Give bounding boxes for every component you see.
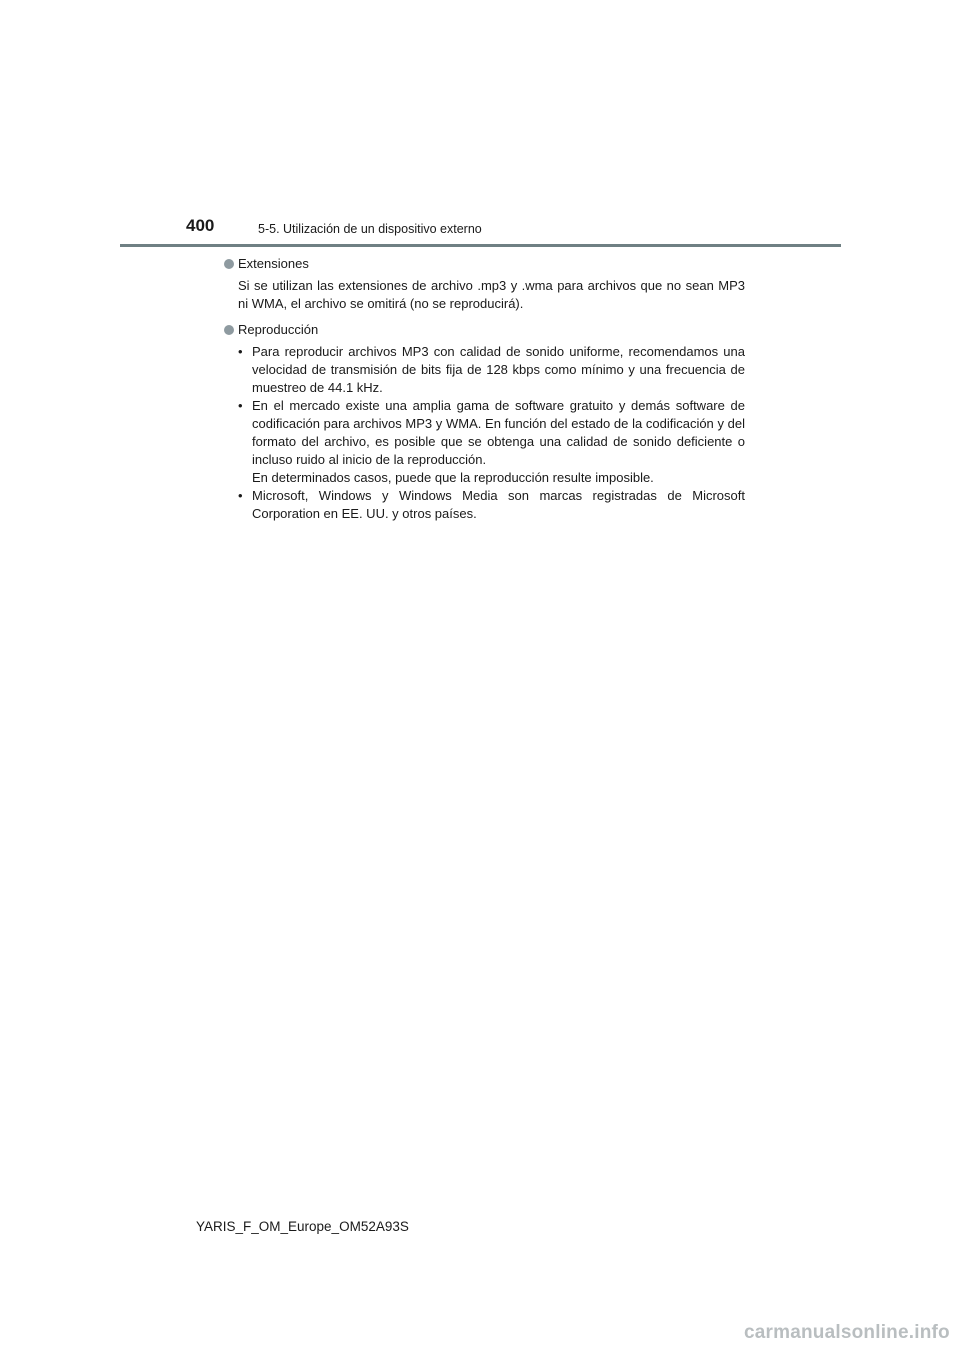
point-body: Si se utilizan las extensiones de archivo .mp3 y .wma para archivos que no sean MP3 ni WMA, el archivo se omitirá (no se reproducirá). xyxy=(238,278,745,311)
bullet-circle-icon xyxy=(224,325,234,335)
point-reproduccion xyxy=(224,321,745,523)
list-item xyxy=(238,487,745,523)
list-item-extra-text: En determinados casos, puede que la reproducción resulte imposible. xyxy=(252,470,654,485)
point-extensiones xyxy=(224,255,745,313)
point-heading xyxy=(224,321,745,339)
header-divider xyxy=(120,244,841,247)
watermark-text: carmanualsonline.info xyxy=(744,1322,950,1343)
document-code: YARIS_F_OM_Europe_OM52A93S xyxy=(196,1219,409,1234)
reproduction-list xyxy=(224,343,745,523)
list-bullet-mark: • xyxy=(238,488,243,503)
bullet-circle-icon xyxy=(224,259,234,269)
point-heading-text: Reproducción xyxy=(238,322,319,337)
list-item-text: En el mercado existe una amplia gama de software gratuito y demás software de codificación para archivos MP3 y WMA. En función del estado de la codificación y del formato del archivo, es posible que se obtenga una calidad de sonido deficiente o incluso ruido al inicio de la reproducción. xyxy=(252,398,745,467)
list-bullet-mark: • xyxy=(238,344,243,359)
list-bullet-mark: • xyxy=(238,398,243,413)
section-title: 5-5. Utilización de un dispositivo externo xyxy=(258,222,482,236)
point-heading xyxy=(224,255,745,273)
list-item-text: Para reproducir archivos MP3 con calidad de sonido uniforme, recomendamos una velocidad de transmisión de bits fija de 128 kbps como mínimo y una frecuencia de muestreo de 44.1 kHz. xyxy=(252,344,745,395)
list-item xyxy=(238,343,745,397)
page-number: 400 xyxy=(186,216,215,235)
list-item xyxy=(238,397,745,487)
page-content xyxy=(224,255,745,529)
point-heading-text: Extensiones xyxy=(238,256,309,271)
list-item-text: Microsoft, Windows y Windows Media son marcas registradas de Microsoft Corporation en EE. UU. y otros países. xyxy=(252,488,745,521)
